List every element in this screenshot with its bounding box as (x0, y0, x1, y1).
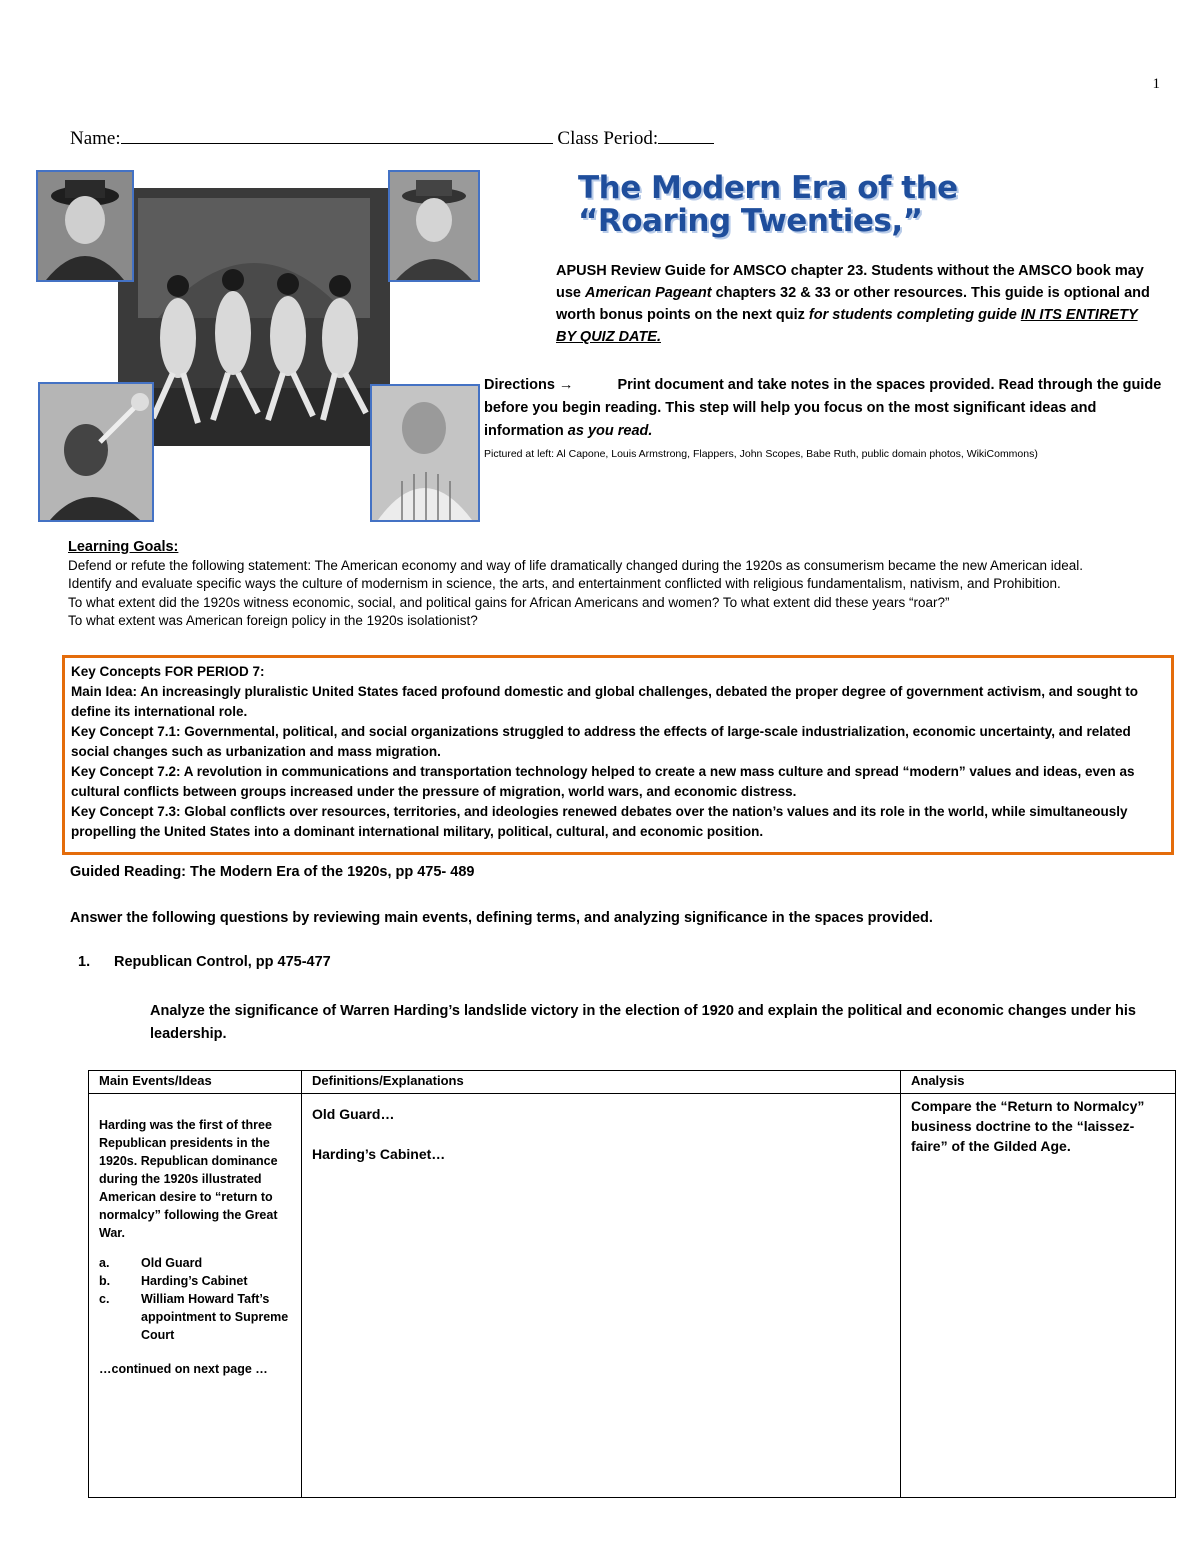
pageant-title: American Pageant (585, 285, 712, 301)
intro-for-students: for students completing guide (808, 307, 1021, 323)
section-1-prompt: Analyze the significance of Warren Harding’s landslide victory in the election of 1920 and explain the political and economic changes under his leadership. (150, 1003, 1136, 1042)
title-line-1: The Modern Era of the (578, 170, 958, 206)
table-header-row (89, 1071, 1176, 1094)
louis-armstrong-photo (38, 382, 154, 522)
definition-entry: Harding’s Cabinet… (312, 1146, 446, 1162)
key-concept-item: Key Concept 7.2: A revolution in communications and transportation technology helped to create a new mass culture and spread “modern” values and ideas, even as cultural conflicts between groups increased under the pressure of migration, world wars, and economic distress. (71, 764, 1135, 799)
class-period-label: Class Period: (557, 128, 659, 149)
name-blank[interactable] (121, 126, 553, 144)
photo-caption: Pictured at left: Al Capone, Louis Armstrong, Flappers, John Scopes, Babe Ruth, public domain photos, WikiCommons) (484, 448, 1038, 460)
list-item (99, 1290, 291, 1344)
intro-part1: APUSH Review Guide for AMSCO chapter 23. Students without the AMSCO book may use (556, 263, 1144, 301)
john-scopes-photo (388, 170, 480, 282)
list-item (99, 1272, 291, 1290)
section-number: 1. (78, 954, 91, 970)
key-concepts-heading: Key Concepts FOR PERIOD 7: (71, 664, 265, 679)
key-concepts-box (62, 655, 1174, 855)
list-text: Harding’s Cabinet (141, 1274, 248, 1288)
key-concept-item: Key Concept 7.1: Governmental, political, and social organizations struggled to address the effects of large-scale industrialization, economic uncertainty, and related social changes such as urbanization and mass migration. (71, 724, 1131, 759)
main-events-cell[interactable] (89, 1094, 302, 1498)
list-text: William Howard Taft’s appointment to Supreme Court (141, 1292, 289, 1342)
header-analysis: Analysis (901, 1071, 1176, 1094)
learning-goal-item: To what extent was American foreign policy in the 1920s isolationist? (68, 613, 478, 628)
definitions-cell[interactable] (302, 1094, 901, 1498)
continued-note: …continued on next page … (99, 1362, 268, 1376)
list-item (99, 1254, 291, 1272)
class-period-blank[interactable] (658, 126, 714, 144)
guided-reading-heading: Guided Reading: The Modern Era of the 1920s, pp 475- 489 (70, 864, 475, 880)
name-label: Name: (70, 128, 121, 149)
directions-paragraph (484, 374, 1164, 443)
guide-title (578, 172, 958, 238)
learning-goals-heading: Learning Goals: (68, 539, 179, 555)
main-events-list (99, 1254, 291, 1344)
intro-paragraph (556, 260, 1156, 348)
directions-text: Print document and take notes in the spaces provided. Read through the guide before you begin reading. This step will help you focus on the most significant ideas and information (484, 377, 1162, 439)
key-concept-item: Main Idea: An increasingly pluralistic United States faced profound domestic and global challenges, debated the proper degree of government activism, and sought to define its international role. (71, 684, 1138, 719)
header-main-events: Main Events/Ideas (89, 1071, 302, 1094)
list-letter: c. (99, 1292, 110, 1306)
learning-goal-item: Defend or refute the following statement: The American economy and way of life dramatically changed during the 1920s as consumerism became the new American ideal. (68, 557, 1084, 573)
list-letter: b. (99, 1274, 111, 1288)
section-title: Republican Control, pp 475-477 (114, 954, 331, 970)
list-letter: a. (99, 1256, 110, 1270)
table-row (89, 1094, 1176, 1498)
intro-part2: chapters 32 & 33 or other resources. This guide is optional and worth bonus points on the next quiz (556, 285, 1150, 323)
learning-goal-item: Identify and evaluate specific ways the culture of modernism in science, the arts, and entertainment conflicted with religious fundamentalism, nativism, and Prohibition. (68, 576, 1061, 591)
definition-entry: Old Guard… (312, 1106, 395, 1122)
list-text: Old Guard (141, 1256, 203, 1270)
babe-ruth-photo (370, 384, 480, 522)
intro-entirety: IN ITS ENTIRETY BY QUIZ DATE. (556, 307, 1138, 345)
directions-as-you-read: as you read. (567, 423, 653, 439)
answer-instructions: Answer the following questions by reviewing main events, defining terms, and analyzing significance in the spaces provided. (70, 910, 933, 926)
title-line-2: “Roaring Twenties,” (578, 203, 923, 239)
directions-label: Directions → (484, 377, 574, 393)
main-events-text: Harding was the first of three Republican presidents in the 1920s. Republican dominance during the 1920s illustrated American desire to “return to normalcy” following the Great War. (99, 1118, 278, 1240)
notes-table (88, 1070, 1176, 1498)
al-capone-photo (36, 170, 134, 282)
learning-goals (68, 538, 1168, 631)
analysis-prompt: Compare the “Return to Normalcy” business doctrine to the “laissez-faire” of the Gilded Age. (911, 1098, 1145, 1154)
learning-goal-item: To what extent did the 1920s witness economic, social, and political gains for African Americans and women? To what extent did these years “roar?” (68, 594, 950, 610)
analysis-cell[interactable] (901, 1094, 1176, 1498)
key-concept-item: Key Concept 7.3: Global conflicts over resources, territories, and ideologies renewed debates over the nation’s values and its role in the world, while simultaneously propelling the United States into a dominant international military, political, cultural, and economic position. (71, 804, 1128, 839)
header-definitions: Definitions/Explanations (302, 1071, 901, 1094)
name-class-line (70, 126, 714, 150)
page-number: 1 (1152, 76, 1160, 92)
section-1-heading (78, 954, 331, 970)
flappers-photo (118, 188, 390, 446)
